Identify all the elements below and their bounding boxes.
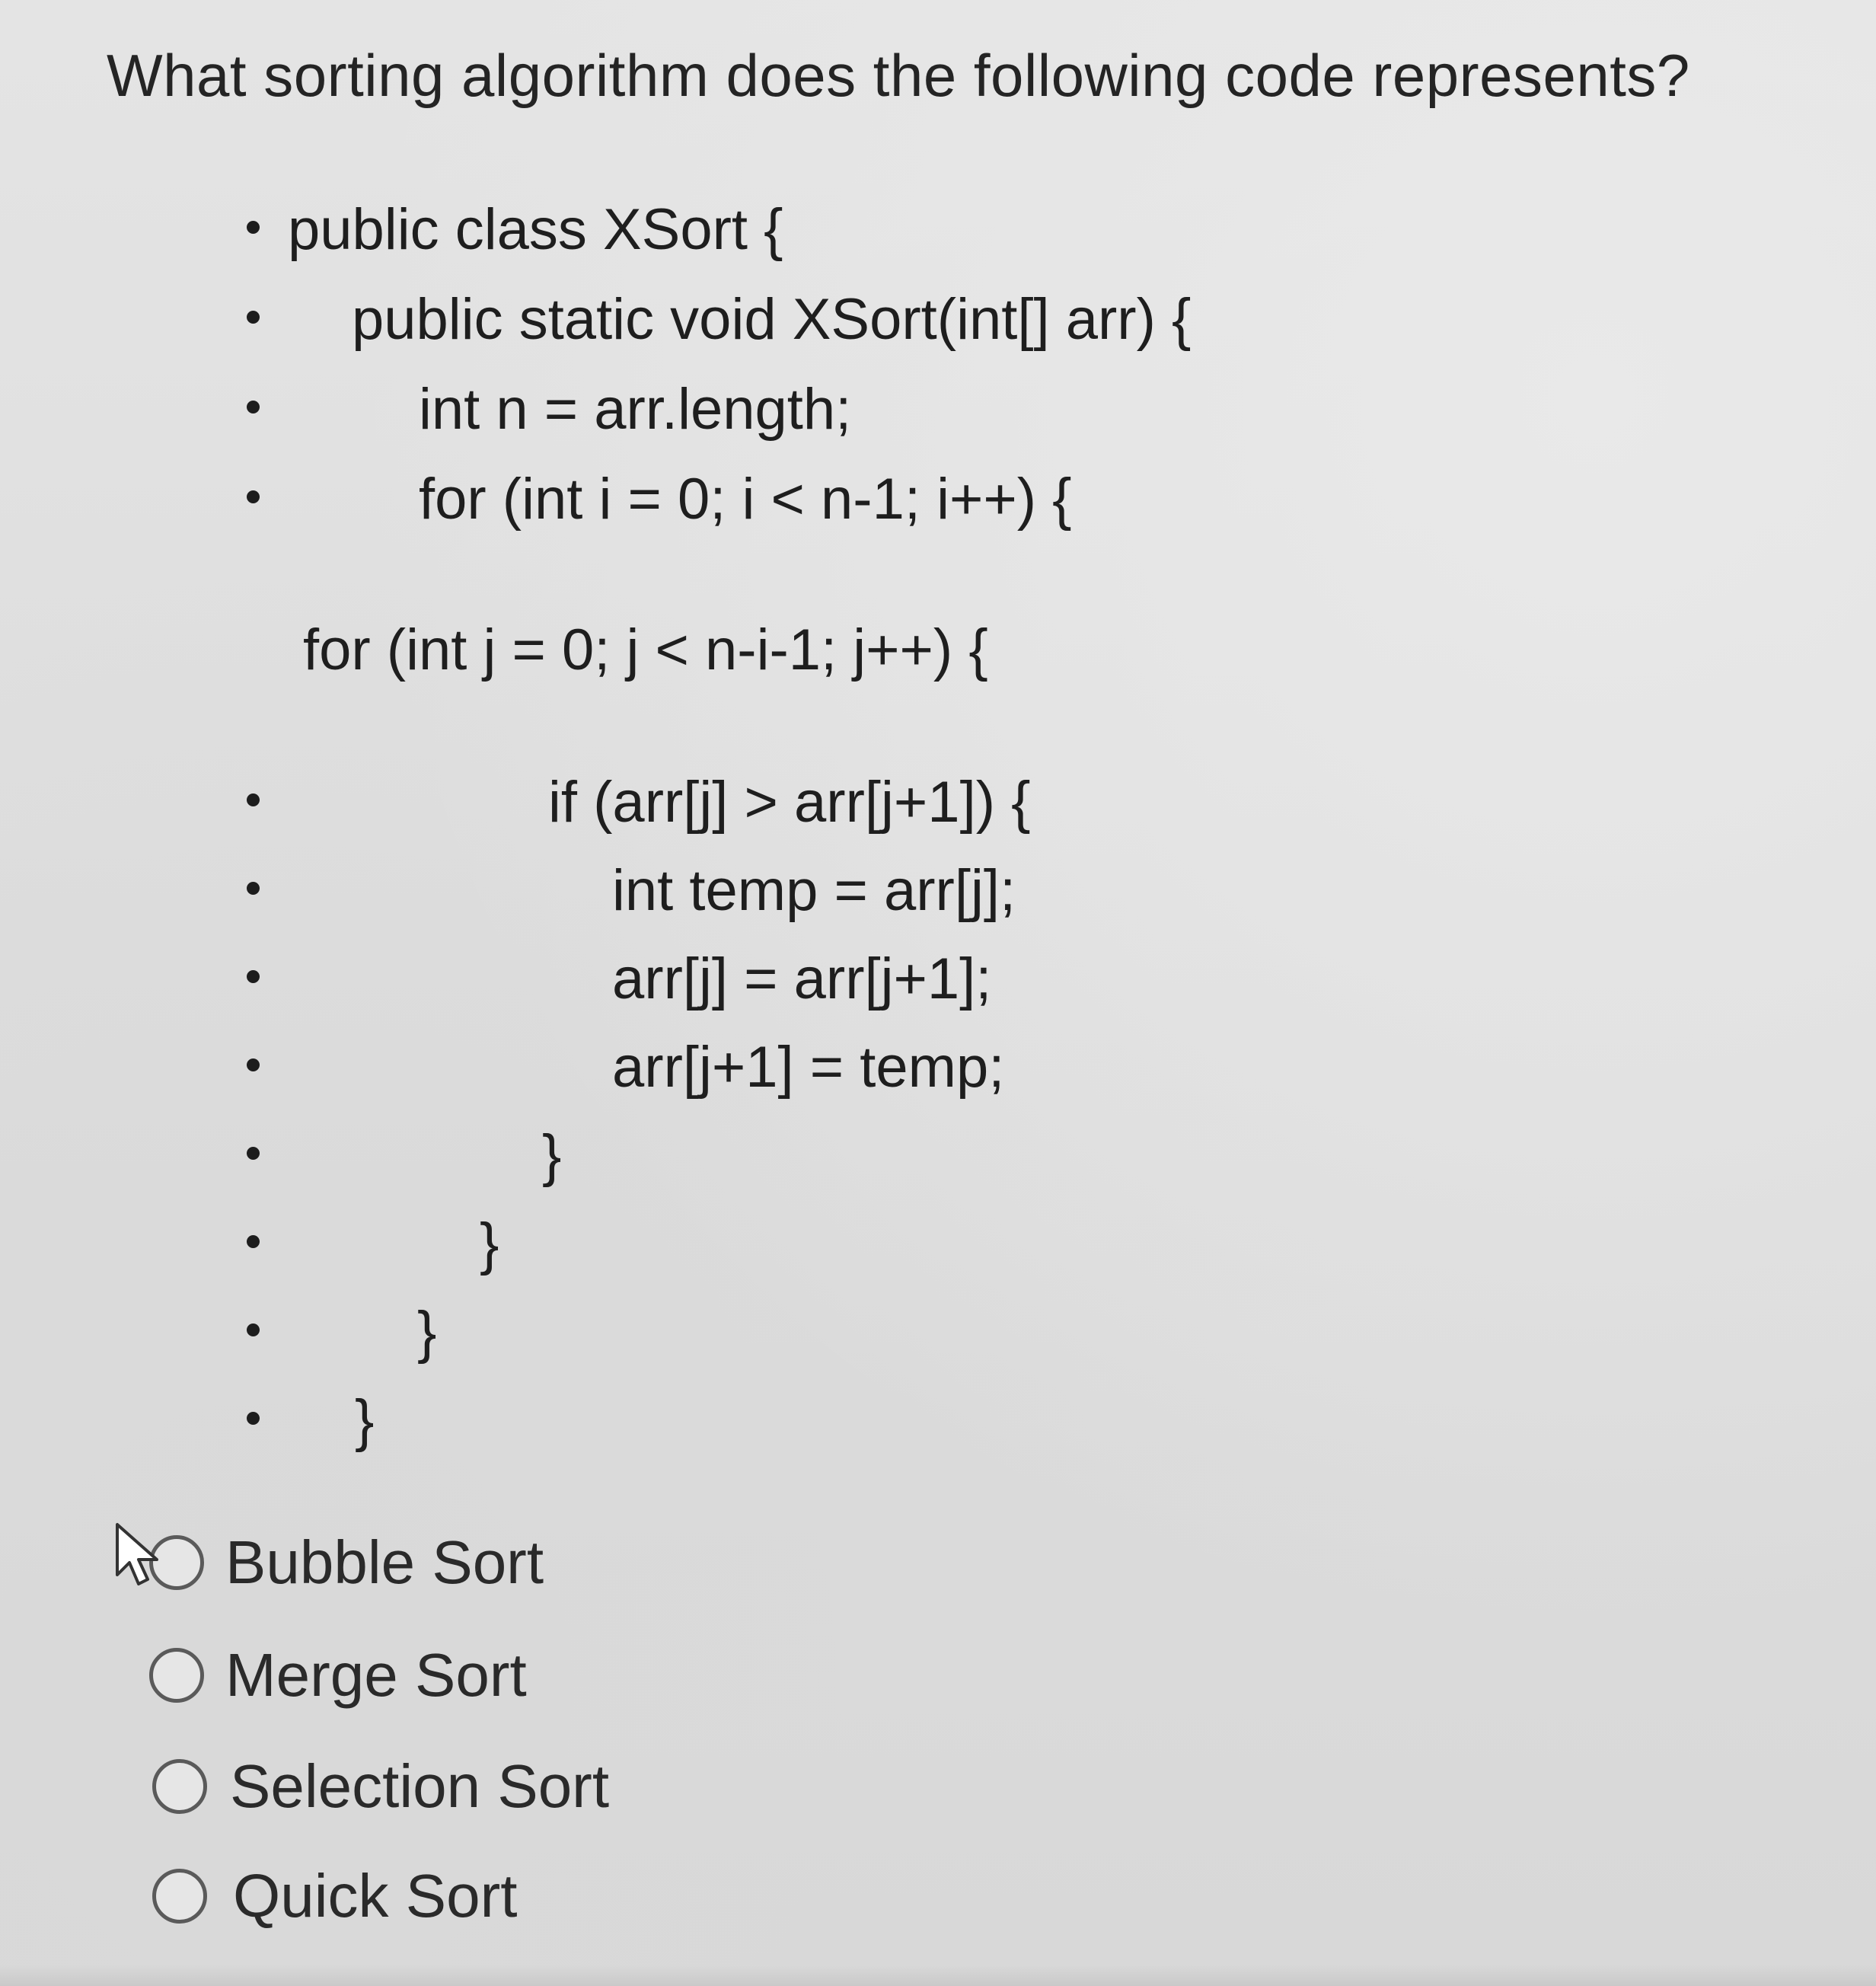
code-line-text: for (int i = 0; i < n-1; i++) { [419,467,1072,532]
code-line-text: } [480,1212,499,1276]
question-text: What sorting algorithm does the following code represents? [107,42,1690,109]
code-line [0,941,1675,1017]
bullet-dot-icon [247,401,260,413]
code-line [0,1118,1675,1194]
code-line [0,372,1675,448]
code-line [0,1030,1675,1106]
code-line [0,1383,1675,1459]
bullet-dot-icon [247,882,260,895]
bullet-dot-icon [247,1147,260,1160]
choice-quick-sort[interactable] [0,1858,685,1942]
bullet-dot-icon [247,793,260,806]
code-line-text: public static void XSort(int[] arr) { [352,287,1192,352]
radio-button-icon[interactable] [152,1869,207,1924]
code-line-text: } [542,1123,562,1188]
choice-bubble-sort[interactable] [0,1525,685,1608]
choice-label[interactable]: Quick Sort [233,1862,518,1930]
code-line [0,1206,1675,1282]
code-line [0,612,1675,688]
bullet-dot-icon [247,221,260,234]
code-line [0,282,1675,358]
code-line-text: int n = arr.length; [419,377,852,442]
choice-selection-sort[interactable] [0,1748,685,1832]
code-line-text: int temp = arr[j]; [612,858,1016,923]
mouse-pointer-icon [113,1521,166,1590]
radio-button-icon[interactable] [149,1648,204,1703]
choice-label[interactable]: Merge Sort [225,1641,527,1709]
page-bottom-edge [0,1965,1876,1986]
code-line-text: } [417,1300,437,1365]
code-line [0,192,1675,268]
bullet-dot-icon [247,1323,260,1336]
bullet-dot-icon [247,1235,260,1248]
code-line [0,765,1675,841]
code-line [0,853,1675,929]
code-line-text: if (arr[j] > arr[j+1]) { [548,770,1031,835]
code-line-text: public class XSort { [288,197,783,262]
bullet-dot-icon [247,970,260,983]
code-line-text: } [355,1388,375,1453]
bullet-dot-icon [247,1058,260,1071]
code-line-text: arr[j] = arr[j+1]; [612,947,992,1011]
choice-label[interactable]: Selection Sort [230,1752,610,1820]
code-line [0,461,1675,538]
bullet-dot-icon [247,490,260,503]
choice-label[interactable]: Bubble Sort [225,1528,544,1596]
radio-button-icon[interactable] [152,1759,207,1814]
choice-merge-sort[interactable] [0,1637,685,1721]
bullet-dot-icon [247,1412,260,1425]
bullet-dot-icon [247,311,260,324]
code-line-text: for (int j = 0; j < n-i-1; j++) { [303,618,988,682]
code-line-text: arr[j+1] = temp; [612,1035,1005,1100]
code-line [0,1295,1675,1371]
